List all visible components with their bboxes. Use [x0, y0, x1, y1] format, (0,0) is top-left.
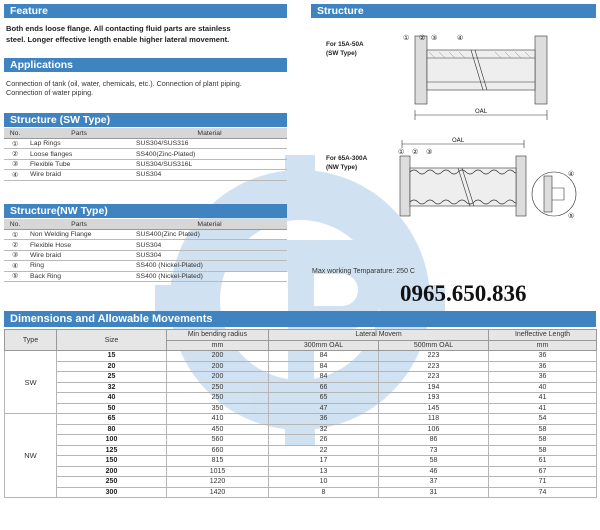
ineffective-cell: 71 [489, 477, 597, 488]
oal500-cell: 46 [379, 466, 489, 477]
ineffective-cell: 58 [489, 424, 597, 435]
ineffective-cell: 58 [489, 445, 597, 456]
part-name: Wire braid [26, 250, 132, 260]
part-material: SUS304 [132, 170, 287, 180]
table-row [4, 240, 287, 250]
radius-cell: 1015 [167, 466, 269, 477]
table-row [5, 414, 597, 425]
part-name: Flexible Tube [26, 159, 132, 169]
part-name: Lap Rings [26, 139, 132, 149]
table-row [5, 361, 597, 372]
oal500-cell: 194 [379, 382, 489, 393]
oal500-cell: 193 [379, 393, 489, 404]
table-row [5, 445, 597, 456]
radius-cell: 450 [167, 424, 269, 435]
nw-callout-4: ④ [568, 170, 575, 178]
th-oal300: 300mm OAL [269, 340, 379, 351]
nw-parts-table [4, 219, 287, 282]
part-no: ② [4, 240, 26, 250]
feature-text-line2: steel. Longer effective length enable higher lateral movement. [6, 35, 230, 44]
oal300-cell: 66 [269, 382, 379, 393]
part-no: ③ [4, 159, 26, 169]
part-name: Loose flanges [26, 149, 132, 159]
oal300-cell: 26 [269, 435, 379, 446]
size-cell: 125 [57, 445, 167, 456]
dimensions-table [4, 329, 597, 498]
size-cell: 40 [57, 393, 167, 404]
oal300-cell: 65 [269, 393, 379, 404]
table-row [5, 351, 597, 362]
structure-header: Structure [311, 4, 596, 18]
ineffective-cell: 58 [489, 435, 597, 446]
callout-3: ③ [431, 34, 438, 42]
dimensions-header: Dimensions and Allowable Movements [4, 311, 596, 327]
radius-cell: 200 [167, 351, 269, 362]
ineffective-cell: 36 [489, 351, 597, 362]
ineffective-cell: 41 [489, 403, 597, 414]
oal300-cell: 10 [269, 477, 379, 488]
ineffective-cell: 74 [489, 487, 597, 498]
th-type: Type [5, 330, 57, 351]
nw-callout-5: ⑤ [568, 212, 575, 220]
part-no: ⑤ [4, 271, 26, 281]
part-name: Ring [26, 261, 132, 271]
feature-text-line1: Both ends loose flange. All contacting fluid parts are stainless [6, 24, 231, 33]
th-size: Size [57, 330, 167, 351]
table-row [4, 159, 287, 169]
sw-label-line2: (SW Type) [326, 50, 357, 57]
oal500-cell: 118 [379, 414, 489, 425]
table-row [5, 403, 597, 414]
radius-cell: 200 [167, 372, 269, 383]
type-cell-nw: NW [5, 414, 57, 498]
col-material: Material [132, 219, 287, 230]
oal500-cell: 86 [379, 435, 489, 446]
radius-cell: 1420 [167, 487, 269, 498]
type-cell-sw: SW [5, 351, 57, 414]
table-row [5, 372, 597, 383]
table-row [4, 149, 287, 159]
oal300-cell: 17 [269, 456, 379, 467]
callout-2: ② [419, 34, 426, 42]
max-working-temperature: Max working Temparature: 250 C [312, 268, 415, 275]
oal500-cell: 106 [379, 424, 489, 435]
callout-4: ④ [457, 34, 464, 42]
table-row [4, 250, 287, 260]
ineffective-cell: 40 [489, 382, 597, 393]
nw-callout-3: ③ [426, 148, 433, 156]
part-name: Wire braid [26, 170, 132, 180]
th-oal500: 500mm OAL [379, 340, 489, 351]
size-cell: 25 [57, 372, 167, 383]
table-row [5, 382, 597, 393]
sw-structure-header: Structure (SW Type) [4, 113, 287, 127]
radius-cell: 350 [167, 403, 269, 414]
size-cell: 200 [57, 466, 167, 477]
size-cell: 20 [57, 361, 167, 372]
part-no: ③ [4, 250, 26, 260]
part-material: SS400(Zinc-Plated) [132, 149, 287, 159]
part-material: SUS304/SUS316L [132, 159, 287, 169]
table-row [5, 487, 597, 498]
radius-cell: 560 [167, 435, 269, 446]
part-no: ① [4, 230, 26, 240]
feature-header: Feature [4, 4, 287, 18]
oal500-cell: 37 [379, 477, 489, 488]
part-no: ④ [4, 170, 26, 180]
col-no: No. [4, 128, 26, 139]
table-row [5, 424, 597, 435]
part-no: ④ [4, 261, 26, 271]
part-material: SS400 (Nickel-Plated) [132, 271, 287, 281]
size-cell: 15 [57, 351, 167, 362]
part-material: SUS304 [132, 240, 287, 250]
part-no: ① [4, 139, 26, 149]
oal500-cell: 58 [379, 456, 489, 467]
col-parts: Parts [26, 219, 132, 230]
applications-text-line1: Connection of tank (oil, water, chemicals, etc.). Connection of plant piping. [6, 79, 242, 88]
part-material: SS400 (Nickel-Plated) [132, 261, 287, 271]
size-cell: 250 [57, 477, 167, 488]
oal-label-nw: OAL [452, 137, 465, 144]
oal300-cell: 84 [269, 351, 379, 362]
th-ineffective-unit: mm [489, 340, 597, 351]
radius-cell: 250 [167, 382, 269, 393]
th-lateral: Lateral Movem [269, 330, 489, 341]
nw-callout-1: ① [398, 148, 405, 156]
part-name: Flexible Hose [26, 240, 132, 250]
oal300-cell: 36 [269, 414, 379, 425]
col-material: Material [132, 128, 287, 139]
part-no: ② [4, 149, 26, 159]
table-row [4, 271, 287, 281]
ineffective-cell: 36 [489, 361, 597, 372]
sw-structure-diagram [395, 30, 595, 122]
table-row [4, 170, 287, 180]
table-row [5, 456, 597, 467]
radius-cell: 1220 [167, 477, 269, 488]
oal500-cell: 145 [379, 403, 489, 414]
radius-cell: 660 [167, 445, 269, 456]
table-row [5, 477, 597, 488]
oal300-cell: 8 [269, 487, 379, 498]
size-cell: 150 [57, 456, 167, 467]
callout-1: ① [403, 34, 410, 42]
part-material: SUS304/SUS316 [132, 139, 287, 149]
applications-header: Applications [4, 58, 287, 72]
sw-label-line1: For 15A-50A [326, 41, 364, 48]
oal500-cell: 223 [379, 351, 489, 362]
oal300-cell: 32 [269, 424, 379, 435]
oal500-cell: 223 [379, 361, 489, 372]
oal500-cell: 73 [379, 445, 489, 456]
ineffective-cell: 54 [489, 414, 597, 425]
size-cell: 32 [57, 382, 167, 393]
size-cell: 300 [57, 487, 167, 498]
ineffective-cell: 41 [489, 393, 597, 404]
sw-parts-table [4, 128, 287, 181]
table-row [4, 230, 287, 240]
size-cell: 80 [57, 424, 167, 435]
radius-cell: 815 [167, 456, 269, 467]
ineffective-cell: 61 [489, 456, 597, 467]
nw-label-line2: (NW Type) [326, 164, 358, 171]
part-material: SUS400(Zinc Plated) [132, 230, 287, 240]
size-cell: 100 [57, 435, 167, 446]
oal300-cell: 22 [269, 445, 379, 456]
table-row [5, 435, 597, 446]
oal300-cell: 84 [269, 361, 379, 372]
table-row [5, 393, 597, 404]
radius-cell: 250 [167, 393, 269, 404]
th-mm: mm [167, 340, 269, 351]
table-row [4, 261, 287, 271]
nw-structure-header: Structure(NW Type) [4, 204, 287, 218]
ineffective-cell: 67 [489, 466, 597, 477]
th-ineffective: Ineffective Length [489, 330, 597, 341]
th-min-bending: Min bending radius [167, 330, 269, 341]
size-cell: 50 [57, 403, 167, 414]
nw-callout-2: ② [412, 148, 419, 156]
col-no: No. [4, 219, 26, 230]
table-row [4, 139, 287, 149]
col-parts: Parts [26, 128, 132, 139]
part-name: Non Welding Flange [26, 230, 132, 240]
oal500-cell: 31 [379, 487, 489, 498]
size-cell: 65 [57, 414, 167, 425]
nw-structure-diagram [392, 136, 597, 232]
radius-cell: 200 [167, 361, 269, 372]
oal300-cell: 84 [269, 372, 379, 383]
oal300-cell: 47 [269, 403, 379, 414]
oal500-cell: 223 [379, 372, 489, 383]
phone-number: 0965.650.836 [400, 281, 527, 306]
radius-cell: 410 [167, 414, 269, 425]
ineffective-cell: 36 [489, 372, 597, 383]
nw-label-line1: For 65A-300A [326, 155, 368, 162]
table-row [5, 466, 597, 477]
part-material: SUS304 [132, 250, 287, 260]
oal-label-sw: OAL [475, 108, 488, 115]
applications-text-line2: Connection of water piping. [6, 88, 94, 97]
oal300-cell: 13 [269, 466, 379, 477]
part-name: Back Ring [26, 271, 132, 281]
